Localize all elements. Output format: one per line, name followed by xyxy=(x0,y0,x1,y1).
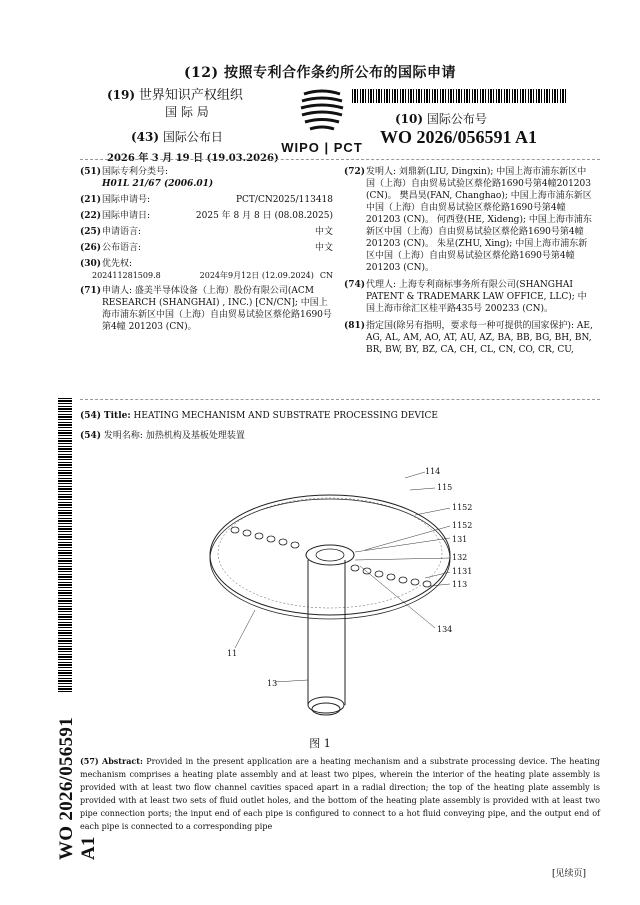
heating-mechanism-drawing xyxy=(195,460,495,730)
field-code: (21) xyxy=(80,195,102,205)
field-21 xyxy=(80,194,333,206)
barcode xyxy=(352,89,567,103)
ref-label: 132 xyxy=(452,553,468,562)
field-label: 申请语言: xyxy=(102,227,142,237)
left-column xyxy=(80,166,333,333)
application-number: PCT/CN2025/113418 xyxy=(235,195,333,205)
document-title: (12) 按照专利合作条约所公布的国际申请 xyxy=(183,65,457,81)
field-30 xyxy=(80,258,333,281)
ref-label: 113 xyxy=(452,580,468,589)
designated-states-text: 指定国(除另有指明，要求每一种可提供的国家保护): AE, AG, AL, AM, AO, AT, AU, AZ, BA, BB, BG, BH, BN, BR, BW, BY, BZ, CA, CH, CL, CN, CO, CR, CU, xyxy=(366,321,593,355)
field-74 xyxy=(344,279,594,315)
title-en-label: Title: xyxy=(103,411,131,421)
ref-label: 13 xyxy=(267,679,278,688)
right-column xyxy=(344,166,594,356)
figure-drawing xyxy=(195,460,495,730)
priority-number: 202411281509.8 xyxy=(92,271,161,280)
ref-label: 1152 xyxy=(452,503,473,512)
title-en xyxy=(80,410,600,422)
org-name: 世界知识产权组织 xyxy=(138,88,243,103)
field-71 xyxy=(80,285,333,333)
field-code: (51) xyxy=(80,167,102,177)
ref-label: 134 xyxy=(437,625,453,634)
field-25 xyxy=(80,226,333,238)
priority-date: 2024年9月12日 (12.09.2024) xyxy=(199,271,314,280)
pub-date-label: 国际公布日 xyxy=(162,130,223,144)
title-zh-label: 发明名称: xyxy=(103,431,143,441)
filing-date: 2025 年 8 月 8 日 (08.08.2025) xyxy=(195,211,333,221)
field-code: (74) xyxy=(344,280,366,290)
abstract-text: Provided in the present application are a heating mechanism and a substrate processing device. The heating mechanism comprises a heating plate assembly and at least two pipes, wherein the interior of the heating plate assembly is provided with at least two flow channel cavities spaced apart in a radial direction; the top of the heating plate assembly is provided with at least two sets of fluid outlet holes, and the bottom of the heating plate assembly is provided with at least two pipe connection ports; the input end of each pipe is configured to connect to a hot fluid conveying pipe, and the output end of each pipe is connected to a corresponding pipe xyxy=(80,757,601,831)
org-code: (19) xyxy=(107,88,136,102)
field-81 xyxy=(344,320,594,356)
agent-text: 代理人: 上海专利商标事务所有限公司(SHANGHAI PATENT & TRADEMARK LAW OFFICE, LLC); 中国上海市徐汇区桂平路435号 200233 (CN)。 xyxy=(366,280,587,314)
org-block xyxy=(107,84,279,164)
field-code: (30) xyxy=(80,259,102,269)
title-zh-text: 加热机构及基板处理装置 xyxy=(145,431,245,441)
continued-label: [见续页] xyxy=(552,869,587,879)
field-label: 公布语言: xyxy=(102,243,142,253)
pub-no-label: 国际公布号 xyxy=(426,112,487,126)
title-en-text: HEATING MECHANISM AND SUBSTRATE PROCESSING DEVICE xyxy=(133,411,438,421)
title-zh xyxy=(80,430,600,442)
header-divider xyxy=(80,159,600,160)
wipo-logo-text: WIPO | PCT xyxy=(281,140,363,155)
abstract-label: Abstract: xyxy=(102,756,143,766)
field-code: (72) xyxy=(344,167,366,177)
publication-language: 中文 xyxy=(314,243,333,253)
field-code: (22) xyxy=(80,211,102,221)
field-51 xyxy=(80,166,333,190)
side-barcode xyxy=(58,397,72,692)
field-72 xyxy=(344,166,594,274)
pub-date-code: (43) xyxy=(131,130,160,144)
figure-caption: 图 1 xyxy=(309,737,331,750)
pub-no-code: (10) xyxy=(395,112,424,126)
field-label: 国际专利分类号: xyxy=(102,167,169,177)
filing-language: 中文 xyxy=(314,227,333,237)
field-label: 优先权: xyxy=(102,259,133,269)
ref-label: 131 xyxy=(452,535,468,544)
ref-label: 1152 xyxy=(452,521,473,530)
ref-label: 114 xyxy=(425,467,441,476)
field-label: 国际申请日: xyxy=(102,211,151,221)
pub-no-label-line xyxy=(395,110,487,127)
abstract xyxy=(80,755,600,833)
org-sub: 国 际 局 xyxy=(165,105,209,119)
applicant-text: 申请人: 盛美半导体设备（上海）股份有限公司(ACM RESEARCH (SHANGHAI) , INC.) [CN/CN]; 中国上海市浦东新区中国（上海）自由贸易试验区蔡伦路1690号第4幢 201203 (CN)。 xyxy=(102,286,332,332)
field-code: (81) xyxy=(344,321,366,331)
pub-date: 2026 年 3 月 19 日 (19.03.2026) xyxy=(107,153,279,164)
inventors-text: 发明人: 刘鼎新(LIU, Dingxin); 中国上海市浦东新区中国（上海）自由贸易试验区蔡伦路1690号第4幢201203 (CN)。 樊昌昊(FAN, Changhao); 中国上海市浦东新区中国（上海）自由贸易试验区蔡伦路1690号第4幢 201203 (CN)。 何西登(HE, Xideng); 中国上海市浦东新区中国（上海）自由贸易试验区蔡伦路1690号第4幢 201203 (CN)。 朱星(ZHU, Xing); 中国上海市浦东新区中国（上海）自由贸易试验区蔡伦路1690号第4幢 201203 (CN)。 xyxy=(366,167,592,273)
ipc-class: H01L 21/67 (2006.01) xyxy=(102,179,214,189)
pub-number: WO 2026/056591 A1 xyxy=(380,127,538,147)
title-zh-code: (54) xyxy=(80,431,102,441)
title-divider xyxy=(80,399,600,400)
ref-label: 115 xyxy=(437,483,453,492)
ref-label: 1131 xyxy=(452,567,473,576)
field-26 xyxy=(80,242,333,254)
field-code: (25) xyxy=(80,227,102,237)
field-code: (26) xyxy=(80,243,102,253)
field-label: 国际申请号: xyxy=(102,195,151,205)
side-pub-number: WO 2026/056591 A1 xyxy=(56,716,99,860)
ref-label: 11 xyxy=(227,649,238,658)
title-en-code: (54) xyxy=(80,411,102,421)
field-22 xyxy=(80,210,333,222)
priority-country: CN xyxy=(319,271,333,280)
abstract-code: (57) xyxy=(80,756,99,766)
field-code: (71) xyxy=(80,286,102,296)
